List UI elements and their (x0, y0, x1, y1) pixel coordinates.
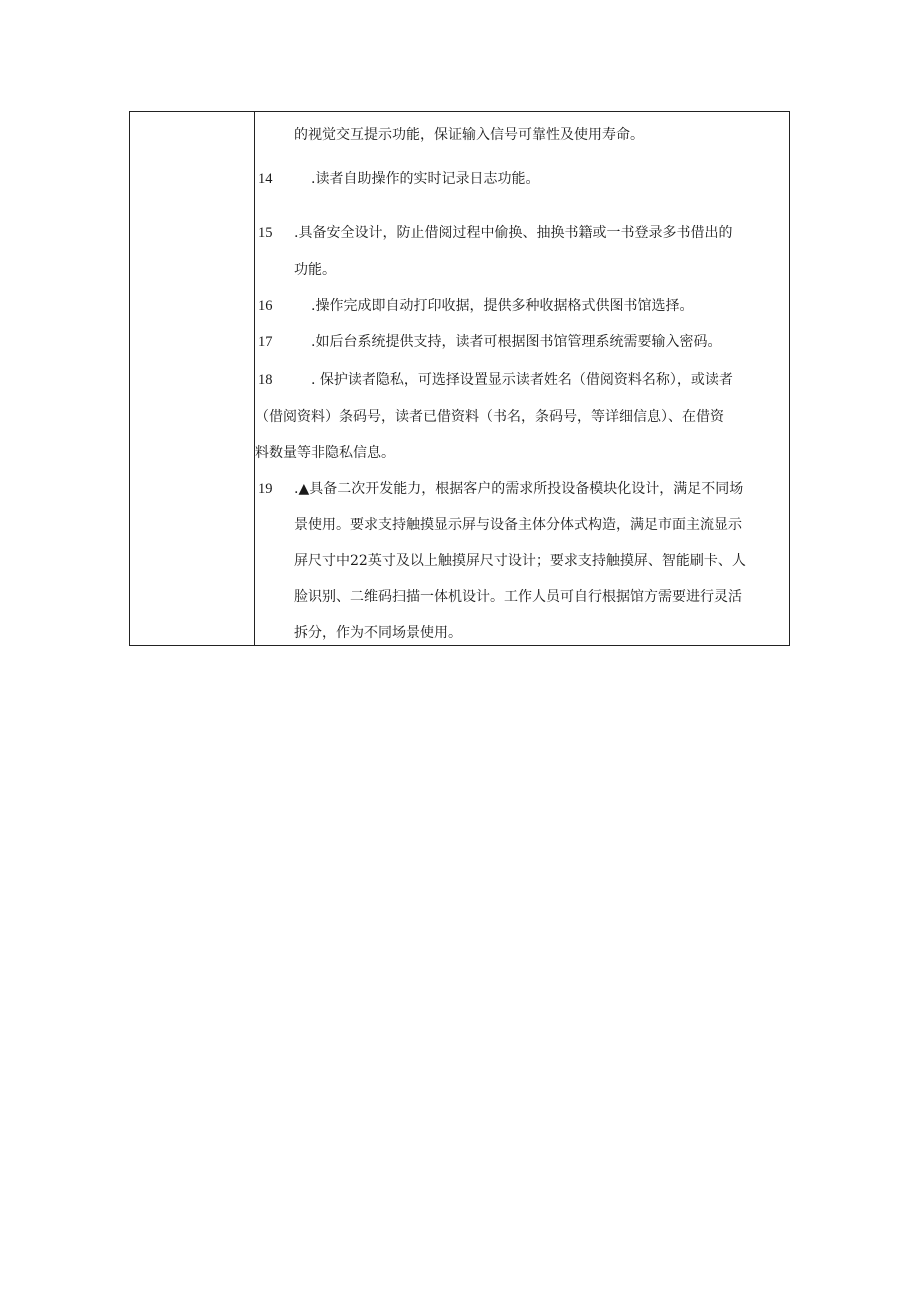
item-number: 14 (258, 171, 273, 187)
requirements-cell: 的视觉交互提示功能，保证输入信号可靠性及使用寿命。 14 .读者自助操作的实时记录日志功能。 15 .具备安全设计，防止借阅过程中偷换、抽换书籍或一书登录多书借出的 功能。 16 .操作完成即自动打印收据，提供多种收据格式供图书馆选择。 17 .如后台系统提供支持，读者可根据图书馆管理系统需要输入密码。 18 . 保护读者隐私，可选择设置显示读者姓名（借阅资料名称），或读者 （借阅资料）条码号，读者已借资料（书名，条码号，等详细信息）、在借资 料数量等非隐私信息。 19 .▲具备二次开发能力，根据客户的需求所投设备模块化设计，满足不同场 景使用。要求支持触摸显示屏与设备主体分体式构造，满足市面主流显示 屏尺寸中22英寸及以上触摸屏尺寸设计；要求支持触摸屏、智能刷卡、人 脸识别、二维码扫描一体机设计。工作人员可自行根据馆方需要进行灵活 拆分，作为不同场景使用。 (255, 127, 746, 641)
item-text: .如后台系统提供支持，读者可根据图书馆管理系统需要输入密码。 (311, 334, 722, 350)
item-text: .操作完成即自动打印收据，提供多种收据格式供图书馆选择。 (311, 298, 694, 314)
item-number: 19 (258, 481, 273, 497)
item-number: 15 (258, 225, 273, 241)
spec-table (129, 111, 790, 646)
item-number: 16 (258, 298, 273, 314)
item-text: .具备安全设计，防止借阅过程中偷换、抽换书籍或一书登录多书借出的 (294, 225, 733, 241)
item-text: . 保护读者隐私，可选择设置显示读者姓名（借阅资料名称），或读者 (311, 372, 733, 388)
item-text: .▲具备二次开发能力，根据客户的需求所投设备模块化设计，满足不同场 (294, 481, 744, 497)
item-number: 17 (258, 334, 273, 350)
item-text: .读者自助操作的实时记录日志功能。 (311, 171, 540, 187)
category-cell (130, 112, 255, 645)
item-number: 18 (258, 372, 273, 388)
